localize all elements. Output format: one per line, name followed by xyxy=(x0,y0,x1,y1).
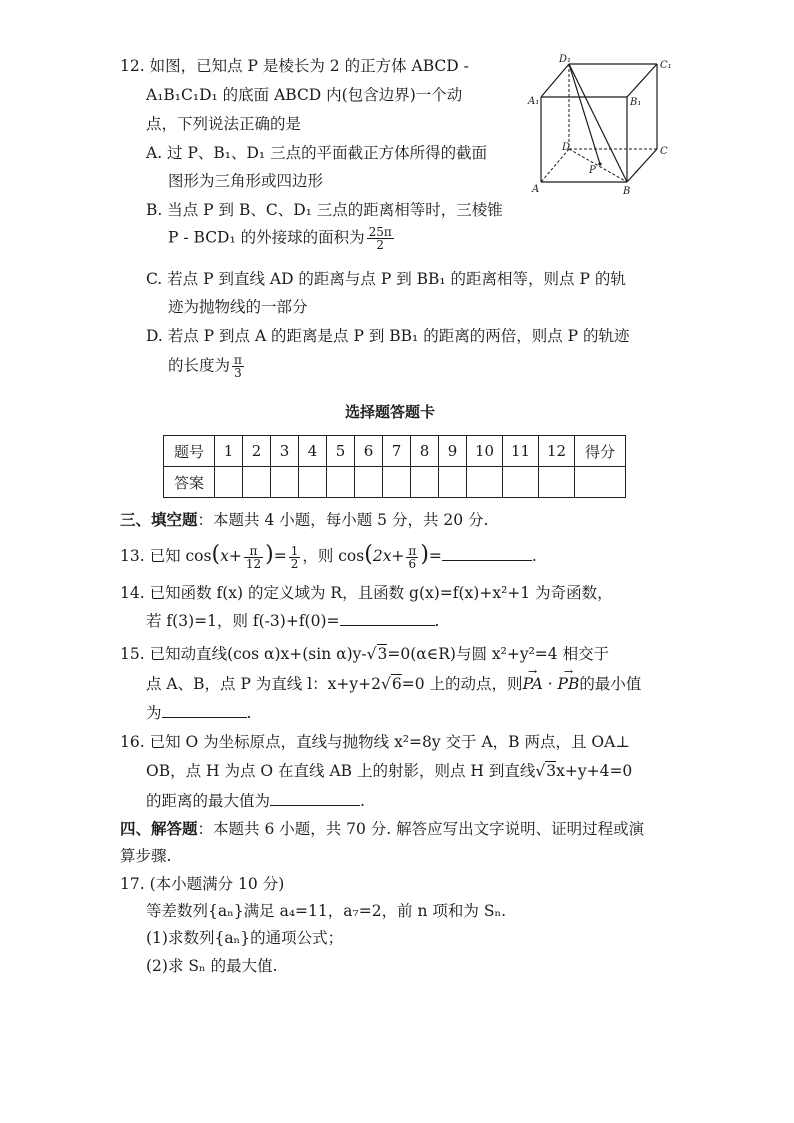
question-number-cell: 7 xyxy=(383,436,411,467)
section3-heading: 三、填空题 xyxy=(120,511,198,529)
fraction-denominator: 12 xyxy=(245,556,262,571)
q16-text3: 的距离的最大值为 xyxy=(146,792,271,810)
score-label-cell: 得分 xyxy=(575,436,626,467)
q12-option-b-fraction xyxy=(367,226,394,251)
answer-cell[interactable] xyxy=(355,467,383,498)
paren-close: ) xyxy=(420,542,429,567)
q17-title: 17. (本小题满分 10 分) xyxy=(120,875,285,893)
label-a: A xyxy=(532,184,540,195)
row-label-answer: 答案 xyxy=(164,467,215,498)
sqrt-sign: √ xyxy=(535,762,546,780)
q12-option-d-fraction xyxy=(232,354,244,379)
question-number-cell: 9 xyxy=(439,436,467,467)
section3-description: ：本题共 4 小题，每小题 5 分，共 20 分. xyxy=(197,511,489,529)
fraction-numerator: 1 xyxy=(290,543,299,558)
q13-arg1: x+ xyxy=(220,547,242,565)
q14-tail: . xyxy=(434,612,440,630)
q12-line1: 12. 如图，已知点 P 是棱长为 2 的正方体 ABCD - xyxy=(120,57,469,75)
fraction-numerator: π xyxy=(234,353,242,367)
q12-option-d-line2 xyxy=(168,354,246,379)
paren-open: ( xyxy=(211,542,221,567)
q13-frac-pi-6 xyxy=(406,545,418,570)
q12-option-b-line2 xyxy=(168,226,396,251)
fraction-denominator: 6 xyxy=(408,556,417,571)
question-number-cell: 6 xyxy=(355,436,383,467)
question-number-cell: 2 xyxy=(243,436,271,467)
edge-bc xyxy=(627,149,657,182)
q15-text3: 为 xyxy=(146,704,162,722)
q12-line2: A₁B₁C₁D₁ 的底面 ABCD 内(包含边界)一个动 xyxy=(146,86,463,104)
q15-sqrt2: 6 xyxy=(391,675,402,693)
q16-tail: . xyxy=(360,792,365,810)
q13-mid: ，则 cos xyxy=(302,547,365,565)
q14-line2 xyxy=(146,610,439,632)
q17-part1: (1)求数列{aₙ}的通项公式； xyxy=(146,929,344,947)
q16-text2b: x+y+4=0 xyxy=(556,762,633,780)
q13-equals: = xyxy=(273,547,287,565)
label-c1: C₁ xyxy=(660,60,672,71)
q15-sqrt1: 3 xyxy=(377,645,388,663)
label-b: B xyxy=(623,186,631,197)
q12-option-d-line1: D. 若点 P 到点 A 的距离是点 P 到 BB₁ 的距离的两倍，则点 P 的轨迹 xyxy=(146,327,630,345)
label-a1: A₁ xyxy=(528,96,540,107)
line-d1b xyxy=(569,64,627,182)
label-p: P xyxy=(589,165,596,176)
q12-option-a-line2: 图形为三角形或四边形 xyxy=(168,172,324,190)
edge-d1a1 xyxy=(541,64,569,97)
q16-answer-blank[interactable] xyxy=(270,791,360,806)
question-number-cell: 10 xyxy=(467,436,503,467)
answer-cell[interactable] xyxy=(383,467,411,498)
q15-tail: . xyxy=(246,704,252,722)
answer-card-table xyxy=(163,435,626,498)
question-number-cell: 8 xyxy=(411,436,439,467)
question-number-cell: 5 xyxy=(327,436,355,467)
answer-cell[interactable] xyxy=(271,467,299,498)
answer-card-row-answers xyxy=(164,467,626,498)
fraction-numerator: π xyxy=(244,545,263,558)
answer-cell[interactable] xyxy=(215,467,243,498)
section4-header xyxy=(120,818,644,840)
cube-figure xyxy=(525,52,685,202)
q16-line2 xyxy=(146,760,632,782)
q14-answer-blank[interactable] xyxy=(340,611,435,626)
q16-line1: 16. 已知 O 为坐标原点，直线与抛物线 x²=8y 交于 A，B 两点，且 OA⊥ xyxy=(120,733,630,751)
question-number-cell: 11 xyxy=(503,436,539,467)
q15-line2 xyxy=(146,673,641,695)
answer-card-row-numbers xyxy=(164,436,626,467)
answer-cell[interactable] xyxy=(299,467,327,498)
question-number-cell: 3 xyxy=(271,436,299,467)
q15-text2b: =0 上的动点，则 xyxy=(401,675,523,693)
q17-line1: 等差数列{aₙ}满足 a₄=11，a₇=2，前 n 项和为 Sₙ. xyxy=(146,902,507,920)
q15-text2: 点 A、B，点 P 为直线 l：x+y+2 xyxy=(146,675,382,693)
q13-prefix: 13. 已知 cos xyxy=(120,547,212,565)
fraction-denominator: 2 xyxy=(290,556,299,571)
fraction-numerator: π xyxy=(408,543,417,558)
fraction-denominator: 2 xyxy=(376,238,385,252)
q16-sqrt: 3 xyxy=(546,762,557,780)
q13-equals-end: = xyxy=(428,547,442,565)
q12-option-b-line1: B. 当点 P 到 B、C、D₁ 三点的距离相等时，三棱锥 xyxy=(146,201,503,219)
q13-frac-pi-12 xyxy=(244,545,263,570)
sqrt-sign: √ xyxy=(366,645,377,663)
answer-card-title: 选择题答题卡 xyxy=(345,403,436,421)
q12-option-a-line1: A. 过 P、B₁、D₁ 三点的平面截正方体所得的截面 xyxy=(146,144,488,162)
fraction-numerator: 25π xyxy=(368,225,392,239)
q15-answer-blank[interactable] xyxy=(162,703,247,718)
vector-pa: → PA xyxy=(523,673,543,695)
score-cell[interactable] xyxy=(575,467,626,498)
q12-option-c-line2: 迹为抛物线的一部分 xyxy=(168,298,308,316)
q13-tail: . xyxy=(531,547,537,565)
q12-option-b-text: P - BCD₁ 的外接球的面积为 xyxy=(168,228,365,247)
paren-close: ) xyxy=(265,542,274,567)
q17-part2: (2)求 Sₙ 的最大值. xyxy=(146,957,278,975)
answer-cell[interactable] xyxy=(467,467,503,498)
answer-cell[interactable] xyxy=(503,467,539,498)
question-number-cell: 1 xyxy=(215,436,243,467)
answer-cell[interactable] xyxy=(539,467,575,498)
answer-cell[interactable] xyxy=(411,467,439,498)
edge-da-hidden xyxy=(541,149,569,182)
label-c: C xyxy=(660,146,668,157)
label-b1: B₁ xyxy=(630,97,642,108)
row-label-number: 题号 xyxy=(164,436,215,467)
answer-cell[interactable] xyxy=(439,467,467,498)
q15-text1b: =0(α∈R)与圆 x²+y²=4 相交于 xyxy=(387,645,610,663)
q13-frac-half xyxy=(289,545,301,570)
q16-line3 xyxy=(146,790,365,812)
vector-pb: → PB xyxy=(558,673,580,695)
section3-header xyxy=(120,509,488,531)
fraction-denominator: 3 xyxy=(234,366,242,380)
q13-arg2: 2x+ xyxy=(372,547,405,565)
label-d1: D₁ xyxy=(559,54,572,65)
point-p xyxy=(598,162,601,165)
answer-cell[interactable] xyxy=(327,467,355,498)
q14-line1: 14. 已知函数 f(x) 的定义域为 R，且函数 g(x)=f(x)+x²+1 为奇函数， xyxy=(120,584,613,602)
q15-text2c: 的最小值 xyxy=(579,675,642,693)
sqrt-sign: √ xyxy=(381,675,391,693)
q15-line3 xyxy=(146,702,251,724)
section4-description: ：本题共 6 小题，共 70 分. 解答应写出文字说明、证明过程或演 xyxy=(197,820,645,838)
edge-c1b1 xyxy=(627,64,657,97)
label-d: D xyxy=(562,142,571,153)
dot-product: · xyxy=(542,675,558,693)
q14-text: 若 f(3)=1，则 f(-3)+f(0)= xyxy=(146,612,340,630)
q15-text1: 15. 已知动直线(cos α)x+(sin α)y- xyxy=(120,645,367,663)
q13-answer-blank[interactable] xyxy=(442,546,532,561)
question-number-cell: 4 xyxy=(299,436,327,467)
q13 xyxy=(120,538,537,573)
question-number-cell: 12 xyxy=(539,436,575,467)
q12-option-c-line1: C. 若点 P 到直线 AD 的距离与点 P 到 BB₁ 的距离相等，则点 P 的轨 xyxy=(146,270,626,288)
q16-text2: OB，点 H 为点 O 在直线 AB 上的射影，则点 H 到直线 xyxy=(146,762,536,780)
section4-heading: 四、解答题 xyxy=(120,820,198,838)
paren-open: ( xyxy=(364,542,373,567)
section4-description-line2: 算步骤. xyxy=(120,847,172,865)
q12-line3: 点，下列说法正确的是 xyxy=(146,115,302,133)
q12-option-d-text: 的长度为 xyxy=(168,356,231,375)
answer-cell[interactable] xyxy=(243,467,271,498)
